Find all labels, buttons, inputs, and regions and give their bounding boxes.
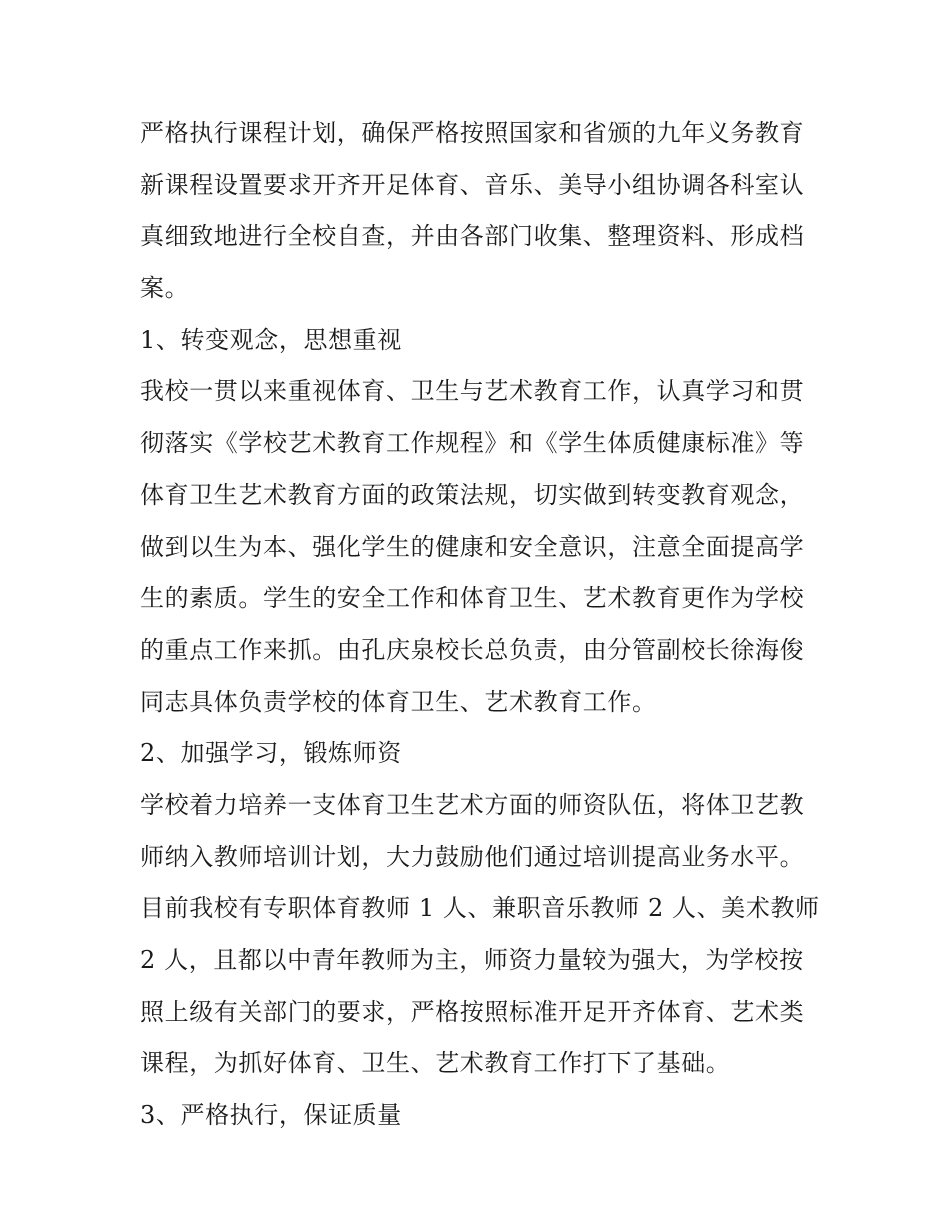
section-heading-3: 3、严格执行，保证质量: [140, 1101, 402, 1130]
paragraph-line: 照上级有关部门的要求，严格按照标准开足开齐体育、艺术类: [140, 997, 805, 1026]
paragraph-line: 生的素质。学生的安全工作和体育卫生、艺术教育更作为学校: [140, 584, 805, 613]
document-body: [140, 108, 820, 1142]
paragraph-line: 学校着力培养一支体育卫生艺术方面的师资队伍，将体卫艺教: [140, 790, 805, 819]
paragraph-line: 同志具体负责学校的体育卫生、艺术教育工作。: [140, 687, 657, 716]
section-heading-2: 2、加强学习，锻炼师资: [140, 739, 402, 768]
paragraph-line: 2 人，且都以中青年教师为主，师资力量较为强大，为学校按: [140, 946, 804, 974]
paragraph-line: 的重点工作来抓。由孔庆泉校长总负责，由分管副校长徐海俊: [140, 635, 805, 664]
paragraph-line: 目前我校有专职体育教师 1 人、兼职音乐教师 2 人、美术教师: [140, 894, 820, 923]
paragraph-line: 做到以生为本、强化学生的健康和安全意识，注意全面提高学: [140, 532, 805, 561]
paragraph-line: 真细致地进行全校自查，并由各部门收集、整理资料、形成档: [140, 222, 805, 251]
section-heading-1: 1、转变观念，思想重视: [140, 325, 402, 354]
paragraph-line: 彻落实《学校艺术教育工作规程》和《学生体质健康标准》等: [140, 429, 805, 458]
paragraph-line: 案。: [140, 274, 190, 303]
paragraph-line: 新课程设置要求开齐开足体育、音乐、美导小组协调各科室认: [140, 170, 805, 199]
paragraph-line: 师纳入教师培训计划，大力鼓励他们通过培训提高业务水平。: [140, 842, 805, 871]
paragraph-line: 我校一贯以来重视体育、卫生与艺术教育工作，认真学习和贯: [140, 377, 805, 406]
paragraph-line: 课程，为抓好体育、卫生、艺术教育工作打下了基础。: [140, 1049, 731, 1078]
paragraph-line: 严格执行课程计划，确保严格按照国家和省颁的九年义务教育: [140, 119, 805, 147]
paragraph-line: 体育卫生艺术教育方面的政策法规，切实做到转变教育观念，: [140, 480, 805, 509]
